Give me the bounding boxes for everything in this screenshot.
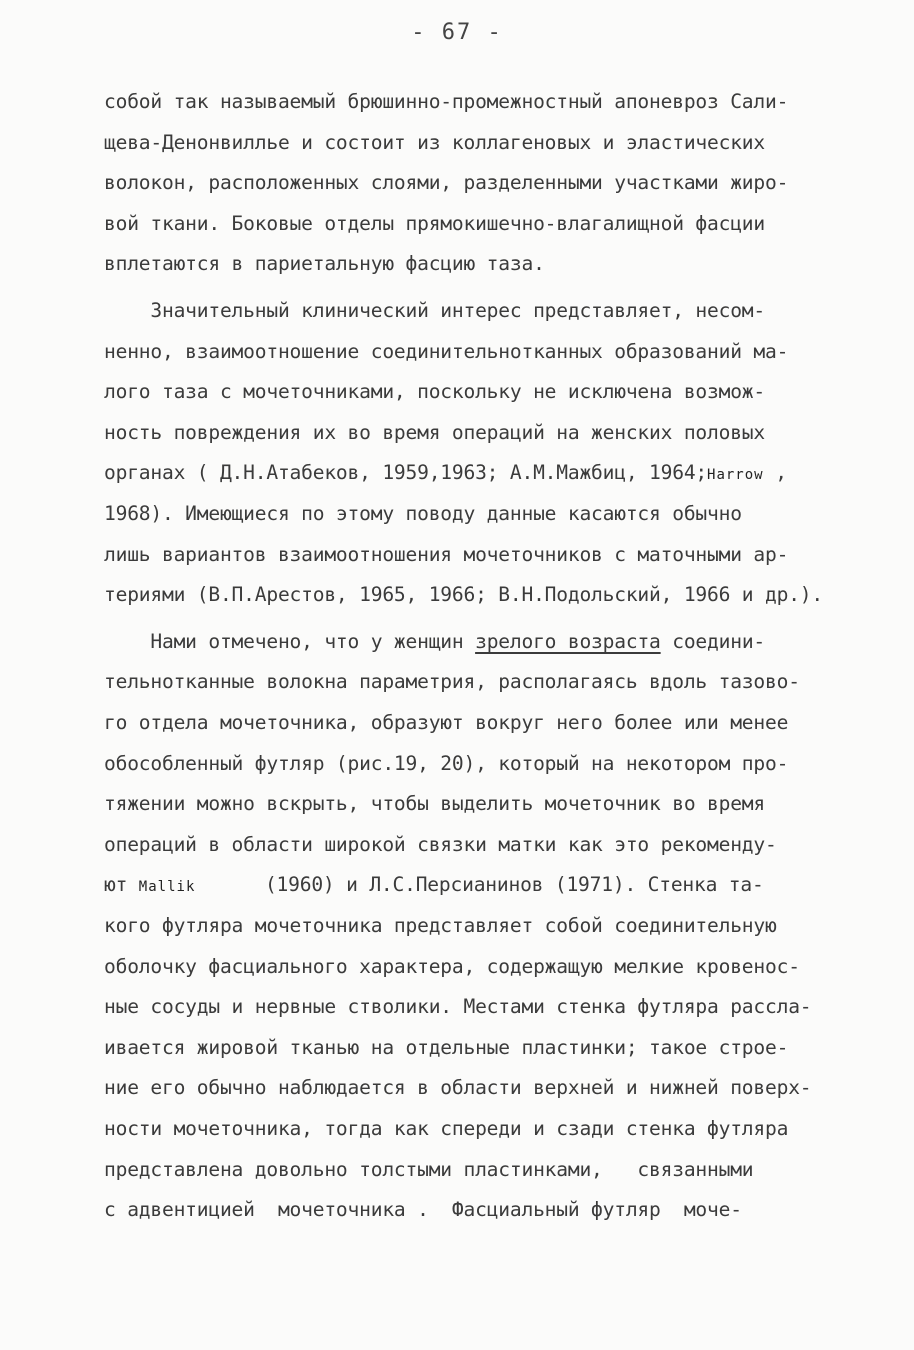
text-line	[104, 297, 765, 325]
text-line	[104, 1115, 788, 1143]
text-line	[104, 250, 545, 278]
text-segment: ные сосуды и нервные стволики. Местами стенка футляра рассла-	[104, 995, 812, 1019]
text-line	[104, 1074, 811, 1102]
text-segment: с адвентицией мочеточника . Фасциальный футляр моче-	[104, 1198, 742, 1222]
underlined-phrase: зрелого возраста	[475, 629, 661, 653]
text-line	[104, 628, 765, 656]
text-line	[104, 1156, 753, 1184]
text-line	[104, 210, 765, 238]
text-segment: собой так называемый брюшинно-промежностный апоневроз Сали-	[104, 90, 789, 113]
text-line	[104, 88, 788, 116]
text-segment: тяжении можно вскрыть, чтобы выделить мочеточник во время	[104, 792, 765, 816]
text-segment: 1968). Имеющиеся по этому поводу данные касаются обычно	[104, 502, 742, 525]
text-segment: ют	[104, 873, 139, 897]
text-line	[104, 750, 788, 778]
text-line	[104, 1196, 742, 1224]
text-line	[104, 953, 800, 981]
text-segment: обособленный футляр (рис.19, 20), который на некотором про-	[104, 751, 789, 775]
text-line	[104, 541, 788, 569]
text-segment: Значительный клинический интерес представляет, несом-	[104, 299, 765, 322]
text-line	[104, 169, 788, 197]
page-number: - 67 -	[411, 20, 503, 45]
text-line	[104, 790, 765, 818]
text-segment: оболочку фасциального характера, содержащую мелкие кровенос-	[104, 954, 800, 978]
text-segment: представлена довольно толстыми пластинками, связанными	[104, 1157, 754, 1181]
text-segment: го отдела мочеточника, образуют вокруг него более или менее	[104, 711, 789, 734]
text-segment: териями (В.П.Арестов, 1965, 1966; В.Н.Подольский, 1966 и др.).	[104, 583, 823, 607]
text-line	[104, 419, 765, 447]
text-line	[104, 338, 788, 366]
text-segment: ность повреждения их во время операций на женских половых	[104, 420, 765, 444]
text-segment: ности мочеточника, тогда как спереди и сзади стенка футляра	[104, 1117, 789, 1140]
text-segment: (1960) и Л.С.Персианинов (1971). Стенка та-	[195, 873, 764, 897]
text-segment: ивается жировой тканью на отдельные пластинки; такое строе-	[104, 1035, 789, 1059]
text-segment: Нами отмечено, что у женщин	[104, 629, 476, 653]
text-line	[104, 993, 811, 1021]
text-line	[104, 831, 777, 859]
text-line	[104, 500, 742, 528]
text-segment: вплетаются в париетальную фасцию таза.	[104, 252, 545, 276]
text-segment: щева-Денонвилльe и состоит из коллагеновых и эластических	[104, 130, 765, 154]
text-line	[104, 1034, 788, 1062]
text-segment: соедини-	[660, 629, 766, 653]
text-segment: лого таза с мочеточниками, поскольку не исключена возмож-	[104, 380, 765, 404]
latin-author-name: Mallik	[138, 879, 196, 896]
text-line	[104, 709, 788, 737]
text-line	[104, 871, 764, 901]
text-segment: вой ткани. Боковые отделы прямокишечно-влагалищной фасции	[104, 211, 765, 235]
text-segment: ние его обычно наблюдается в области верхней и нижней поверх-	[104, 1076, 812, 1100]
text-line	[104, 459, 787, 489]
text-segment: волокон, расположенных слоями, разделенными участками жиро-	[104, 171, 789, 195]
text-segment: тельнотканные волокна параметрия, располагаясь вдоль тазово-	[104, 670, 800, 694]
latin-author-name: Harrow	[707, 467, 764, 484]
text-segment: ,	[763, 461, 787, 485]
text-segment: лишь вариантов взаимоотношения мочеточников с маточными ар-	[104, 542, 789, 566]
text-line	[104, 129, 765, 157]
text-segment: операций в области широкой связки матки как это рекоменду-	[104, 832, 777, 856]
text-line	[104, 378, 765, 406]
text-line	[104, 581, 823, 609]
text-line	[104, 912, 777, 940]
text-line	[104, 668, 800, 696]
text-segment: ненно, взаимоотношение соединительнотканных образований ма-	[104, 339, 789, 363]
text-segment: органах ( Д.Н.Атабеков, 1959,1963; А.М.Мажбиц, 1964;	[104, 461, 708, 485]
text-segment: кого футляра мочеточника представляет собой соединительную	[104, 914, 777, 937]
